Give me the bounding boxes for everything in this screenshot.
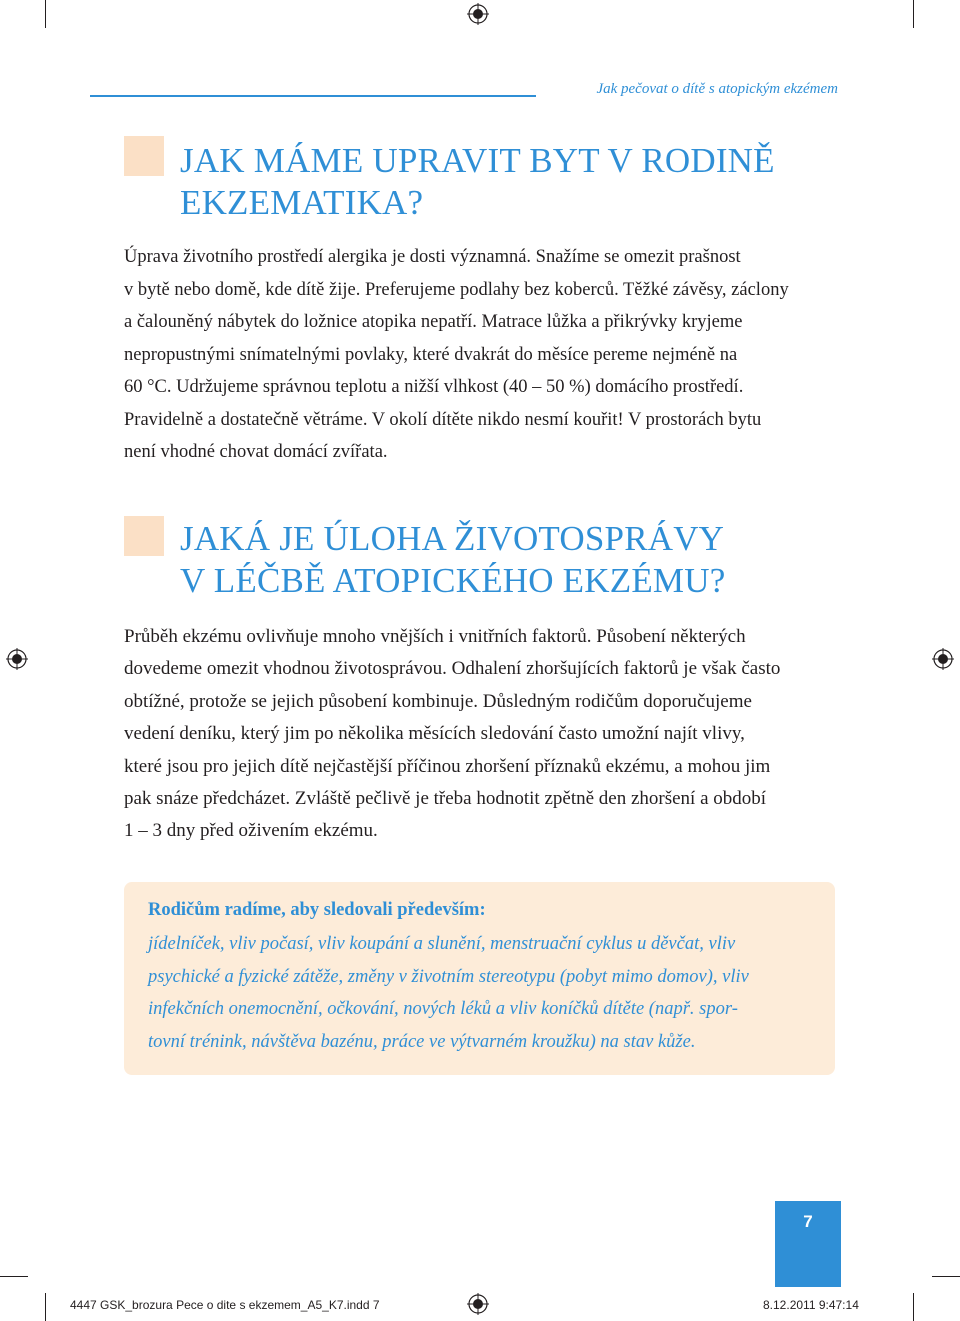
slug-filename: 4447 GSK_brozura Pece o dite s ekzemem_A5_K7.indd 7 [70,1298,380,1312]
paragraph-line: nepropustnými snímatelnými povlaky, které dvakrát do měsíce pereme nejméně na [124,344,738,365]
heading-line: EKZEMATIKA? [180,183,424,222]
paragraph-line: 1 – 3 dny před oživením ekzému. [124,820,378,842]
crop-mark [932,1276,960,1277]
crop-mark [45,1293,46,1321]
paragraph-line: Pravidelně a dostatečně větráme. V okolí dítěte nikdo nesmí kouřit! V prostorách bytu [124,409,762,430]
callout-line: psychické a fyzické zátěže, změny v životním stereotypu (pobyt mimo domov), vliv [148,966,749,987]
section-marker-square [124,516,164,556]
paragraph-line: v bytě nebo domě, kde dítě žije. Preferujeme podlahy bez koberců. Těžké závěsy, záclony [124,279,789,300]
paragraph-line: Průběh ekzému ovlivňuje mnoho vnějších i vnitřních faktorů. Působení některých [124,626,746,647]
page-number: 7 [803,1212,813,1231]
paragraph-line: 60 °C. Udržujeme správnou teplotu a nižší vlhkost (40 – 50 %) domácího prostředí. [124,377,744,397]
slug-timestamp: 8.12.2011 9:47:14 [763,1298,859,1312]
section-marker-square [124,136,164,176]
paragraph-line: Úprava životního prostředí alergika je dosti významná. Snažíme se omezit prašnost [124,247,741,267]
heading-line: JAK MÁME UPRAVIT BYT V RODINĚ [180,141,775,180]
registration-mark-icon [932,648,954,670]
heading-line: JAKÁ JE ÚLOHA ŽIVOTOSPRÁVY [180,519,725,558]
header-rule [90,95,536,97]
callout-text [148,928,818,1058]
heading-line: V LÉČBĚ ATOPICKÉHO EKZÉMU? [180,561,726,600]
crop-mark [45,0,46,28]
paragraph-line: vedení deníku, který jim po několika měsících sledování často umožní najít vlivy, [124,723,745,745]
callout-title: Rodičům radíme, aby sledovali především: [148,900,486,920]
crop-mark [913,1293,914,1321]
crop-mark [913,0,914,28]
paragraph-line: není vhodné chovat domácí zvířata. [124,442,388,462]
paragraph-line: obtížné, protože se jejich působení kombinuje. Důsledným rodičům doporučujeme [124,690,752,712]
registration-mark-icon [467,3,489,25]
callout-line: jídelníček, vliv počasí, vliv koupání a slunění, menstruační cyklus u děvčat, vliv [148,934,736,954]
crop-mark [0,1276,28,1277]
paragraph-line: dovedeme omezit vhodnou životosprávou. Odhalení zhoršujících faktorů je však často [124,658,781,680]
section-paragraph [124,621,840,848]
callout-line: tovní trénink, návštěva bazénu, práce ve výtvarném kroužku) na stav kůže. [148,1031,696,1052]
registration-mark-icon [6,648,28,670]
section-heading [180,518,725,602]
callout-line: infekčních onemocnění, očkování, nových léků a vliv koníčků dítěte (např. spor- [148,999,738,1019]
paragraph-line: a čalouněný nábytek do ložnice atopika nepatří. Matrace lůžka a přikrývky kryjeme [124,312,743,332]
section-heading [180,140,775,224]
registration-mark-icon [467,1293,489,1315]
running-title: Jak pečovat o dítě s atopickým ekzémem [596,81,838,97]
paragraph-line: pak snáze předcházet. Zvláště pečlivě je třeba hodnotit zpětně den zhoršení a období [124,788,767,810]
paragraph-line: které jsou pro jejich dítě nejčastější příčinou zhoršení příznaků ekzému, a mohou jim [124,755,771,777]
section-paragraph [124,241,840,469]
